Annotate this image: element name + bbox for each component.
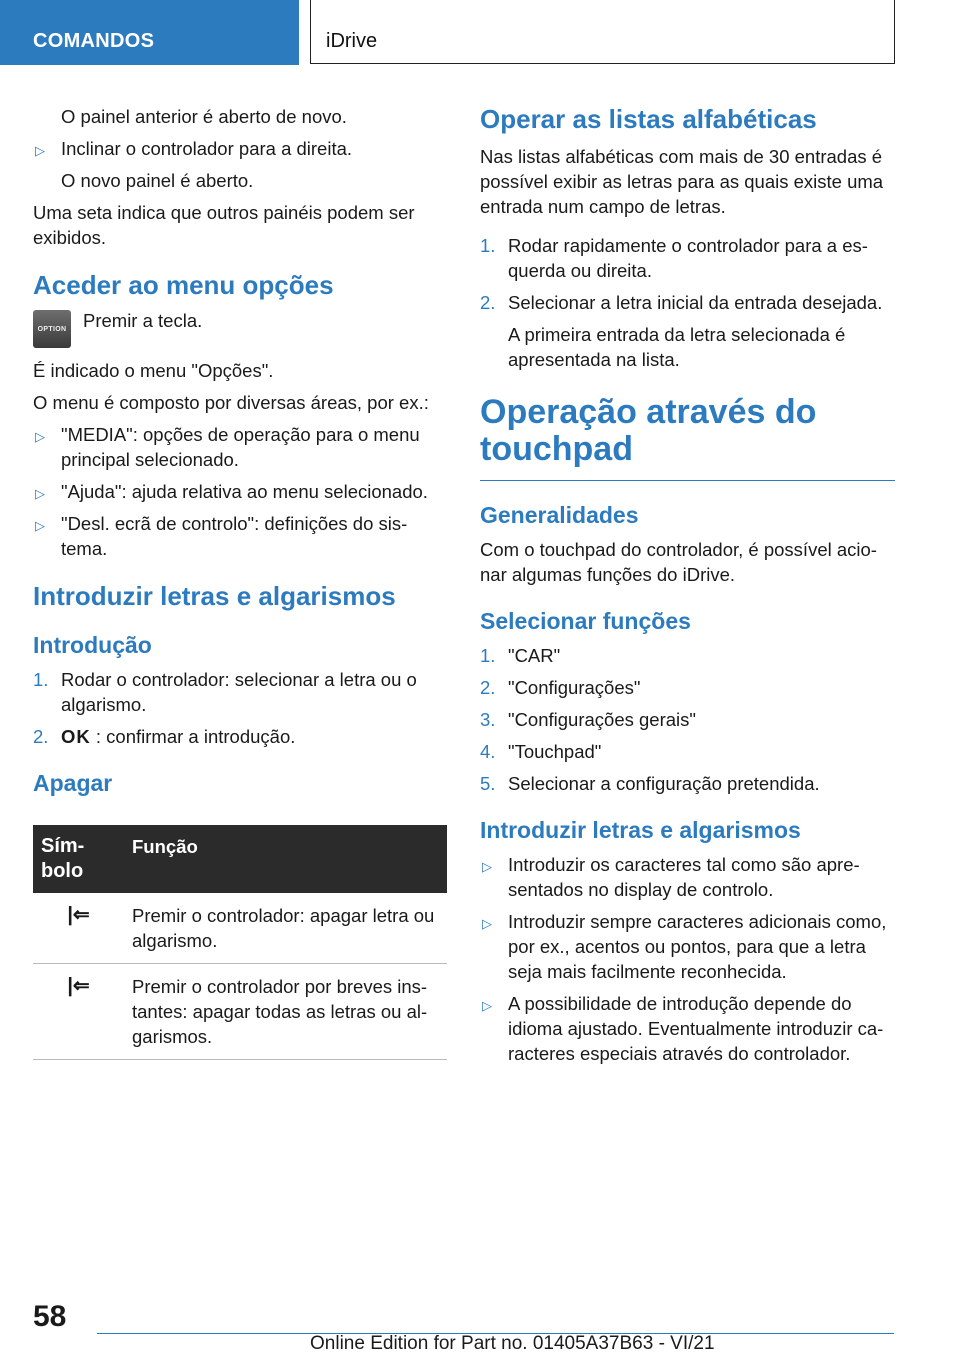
- triangle-bullet-icon: ▷: [482, 859, 492, 874]
- step-text: "Configurações": [508, 677, 641, 698]
- numbered-step: [480, 290, 895, 315]
- numbered-step: [480, 233, 895, 283]
- header-title: iDrive: [326, 30, 378, 52]
- step-text: "Touchpad": [508, 741, 602, 762]
- list-item-text: "MEDIA": opções de operação para o menu principal selecionado.: [61, 424, 420, 470]
- paragraph: Com o touchpad do controlador, é possível acio-nar algumas funções do iDrive.: [480, 539, 877, 585]
- table-header-function: Função: [124, 825, 447, 893]
- table-row: [33, 964, 447, 1060]
- paragraph: Uma seta indica que outros painéis podem ser exibidos.: [33, 202, 415, 248]
- heading-alphabetic-lists: Operar as listas alfabéticas: [480, 104, 817, 134]
- delete-symbol-icon: |⇐: [33, 893, 124, 964]
- numbered-step: [480, 739, 895, 764]
- heading-select-functions: Selecionar funções: [480, 608, 691, 634]
- table-cell: Premir o controlador: apagar letra ou algarismo.: [124, 893, 447, 964]
- option-key-text: Premir a tecla.: [83, 310, 203, 331]
- triangle-bullet-icon: ▷: [35, 486, 45, 501]
- step-number: 3.: [480, 709, 496, 730]
- heading-letters-touchpad: Introduzir letras e algarismos: [480, 817, 801, 843]
- numbered-step: [480, 771, 895, 796]
- step-number: 2.: [480, 292, 496, 313]
- numbered-step: [480, 707, 895, 732]
- triangle-bullet-icon: ▷: [35, 143, 45, 158]
- step-number: 1.: [480, 645, 496, 666]
- paragraph: O novo painel é aberto.: [61, 170, 254, 191]
- heading-letters: Introduzir letras e algarismos: [33, 581, 396, 611]
- right-column: [480, 104, 895, 1073]
- list-item: [33, 136, 447, 161]
- heading-general: Generalidades: [480, 502, 639, 528]
- table-header-row: [33, 825, 447, 893]
- step-text: Selecionar a configuração pretendida.: [508, 773, 820, 794]
- step-text: : confirmar a introdução.: [95, 726, 296, 747]
- list-item-text: Introduzir sempre caracteres adicionais como, por ex., acentos ou pontos, para que a letra seja mais facilmente reconhecida.: [508, 911, 887, 982]
- option-key-icon: OPTION: [33, 310, 71, 348]
- delete-symbol-icon: |⇐: [33, 964, 124, 1060]
- list-item: [480, 991, 895, 1066]
- list-item-text: Introduzir os caracteres tal como são apre-sentados no display de controlo.: [508, 854, 860, 900]
- triangle-bullet-icon: ▷: [35, 518, 45, 533]
- option-key-row: [33, 310, 447, 358]
- list-item: [33, 422, 447, 472]
- paragraph: É indicado o menu "Opções".: [33, 360, 274, 381]
- step-number: 1.: [480, 235, 496, 256]
- list-item-text: A possibilidade de introdução depende do idioma ajustado. Eventualmente introduzir ca-racteres especiais através do controlador.: [508, 993, 884, 1064]
- left-column: [33, 104, 447, 1060]
- step-text: "Configurações gerais": [508, 709, 696, 730]
- ok-symbol-icon: OK: [61, 726, 91, 747]
- triangle-bullet-icon: ▷: [35, 429, 45, 444]
- numbered-step: [480, 643, 895, 668]
- table-row: [33, 893, 447, 964]
- paragraph: O painel anterior é aberto de novo.: [61, 106, 347, 127]
- list-item-text: "Desl. ecrã de controlo": definições do sis-tema.: [61, 513, 408, 559]
- table-header-symbol: Sím-bolo: [33, 825, 124, 893]
- numbered-step: [33, 667, 447, 717]
- list-item-text: "Ajuda": ajuda relativa ao menu selecionado.: [61, 481, 428, 502]
- heading-options-menu: Aceder ao menu opções: [33, 270, 334, 300]
- list-item-text: Inclinar o controlador para a direita.: [61, 138, 353, 159]
- list-item: [33, 479, 447, 504]
- step-text: "CAR": [508, 645, 561, 666]
- triangle-bullet-icon: ▷: [482, 916, 492, 931]
- header-title-box: [310, 0, 895, 64]
- step-number: 4.: [480, 741, 496, 762]
- step-number: 2.: [480, 677, 496, 698]
- heading-touchpad: Operação através do touchpad: [480, 394, 895, 481]
- list-item: [33, 511, 447, 561]
- numbered-step: [480, 675, 895, 700]
- paragraph: A primeira entrada da letra selecionada é apresentada na lista.: [508, 324, 846, 370]
- paragraph: O menu é composto por diversas áreas, por ex.:: [33, 392, 429, 413]
- heading-delete: Apagar: [33, 770, 113, 796]
- table-cell: Premir o controlador por breves ins-tantes: apagar todas as letras ou al-garismos.: [124, 964, 447, 1060]
- heading-introduction: Introdução: [33, 632, 152, 658]
- list-item: [480, 852, 895, 902]
- paragraph: Nas listas alfabéticas com mais de 30 entradas é possível exibir as letras para as quais existe uma entrada num campo de letras.: [480, 146, 884, 217]
- step-text: Rodar o controlador: selecionar a letra ou o algarismo.: [61, 669, 417, 715]
- list-item: [480, 909, 895, 984]
- step-text: Rodar rapidamente o controlador para a es-querda ou direita.: [508, 235, 868, 281]
- edition-text: Online Edition for Part no. 01405A37B63 - VI/21: [310, 1333, 715, 1354]
- page-number: 58: [33, 1300, 67, 1333]
- header-section-tab: [0, 0, 299, 65]
- header-section-label: COMANDOS: [33, 30, 155, 52]
- triangle-bullet-icon: ▷: [482, 998, 492, 1013]
- delete-table: [33, 825, 447, 1060]
- step-number: 5.: [480, 773, 496, 794]
- step-text: Selecionar a letra inicial da entrada desejada.: [508, 292, 883, 313]
- step-number: 1.: [33, 669, 49, 690]
- numbered-step: [33, 724, 447, 749]
- step-number: 2.: [33, 726, 49, 747]
